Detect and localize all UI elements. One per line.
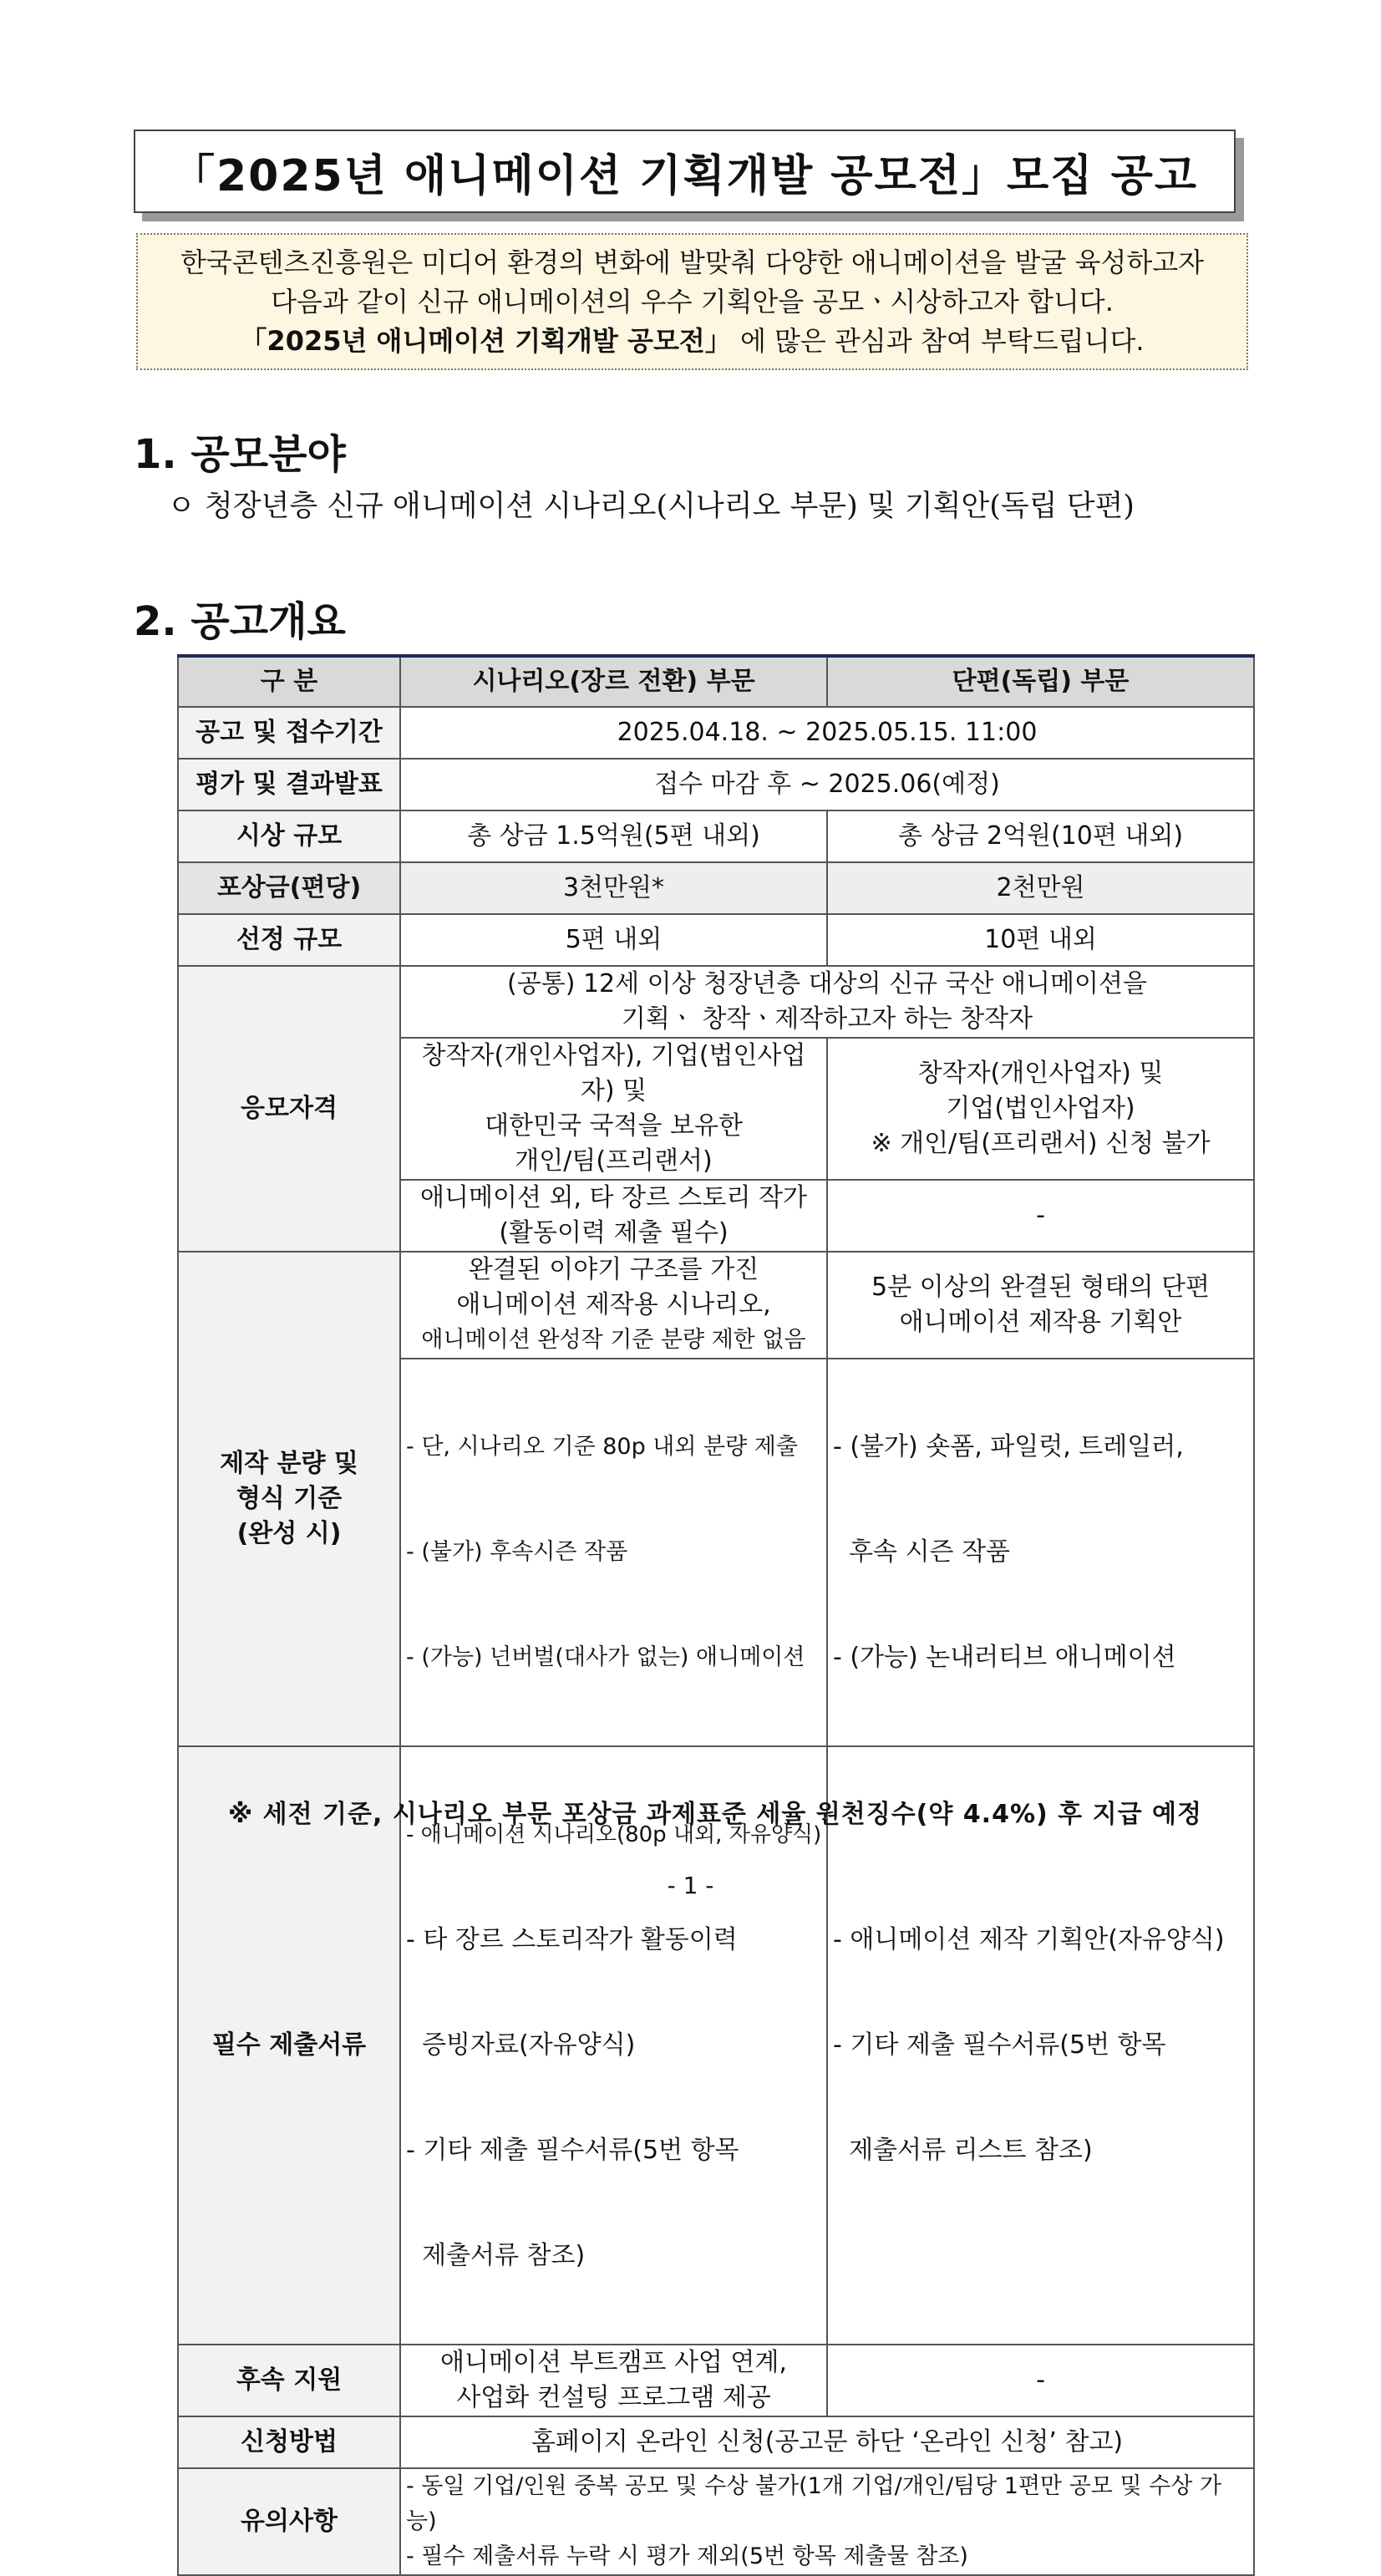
eligibility-scenario-line-3: 개인/팀(프리랜서) xyxy=(515,1146,713,1176)
format-short-rules xyxy=(827,1359,1254,1746)
period-value: 2025.04.18. ~ 2025.05.15. 11:00 xyxy=(400,707,1254,759)
prize-scale-short: 총 상금 2억원(10편 내외) xyxy=(827,810,1254,862)
docs-short-line-3: 제출서류 리스트 참조) xyxy=(833,2136,1093,2165)
table-row xyxy=(178,1746,1254,2345)
table-row xyxy=(178,707,1254,759)
intro-box xyxy=(136,233,1248,370)
docs-scenario-line-3: 증빙자료(자유양식) xyxy=(406,2030,636,2060)
support-scenario xyxy=(400,2345,827,2416)
overview-table xyxy=(177,654,1255,2576)
evaluation-value: 접수 마감 후 ~ 2025.06(예정) xyxy=(400,759,1254,810)
format-short-rule-3: - (가능) 논내러티브 애니메이션 xyxy=(833,1643,1176,1672)
eligibility-short-2: - xyxy=(827,1180,1254,1252)
format-scenario-rules xyxy=(400,1359,827,1746)
eligibility-common xyxy=(400,966,1254,1038)
table-row xyxy=(178,862,1254,914)
eligibility-scenario-line-2: 대한민국 국적을 보유한 xyxy=(485,1111,743,1141)
support-scenario-line-1: 애니메이션 부트캠프 사업 연계, xyxy=(440,2348,787,2377)
format-short-rule-2: 후속 시즌 작품 xyxy=(833,1537,1011,1567)
format-label-line-1: 제작 분량 및 xyxy=(220,1449,358,1478)
selection-scenario: 5편 내외 xyxy=(400,914,827,966)
format-scenario-rule-3: - (가능) 넌버벌(대사가 없는) 애니메이션 xyxy=(406,1644,805,1670)
docs-scenario-line-5: 제출서류 참조) xyxy=(406,2241,586,2270)
row-label-format xyxy=(178,1252,400,1746)
table-row xyxy=(178,966,1254,1038)
eligibility-common-line-1: (공통) 12세 이상 청장년층 대상의 신규 국산 애니메이션을 xyxy=(507,969,1147,998)
docs-scenario-line-1: - 애니메이션 시나리오(80p 내외, 자유양식) xyxy=(406,1822,822,1847)
format-short-line-2: 애니메이션 제작용 기획안 xyxy=(899,1308,1182,1337)
selection-short: 10편 내외 xyxy=(827,914,1254,966)
section-2-heading: 2. 공고개요 xyxy=(134,598,346,645)
tax-footnote: ※ 세전 기준, 시나리오 부문 포상금 과제표준 세율 원천징수(약 4.4%) 후 지급 예정 xyxy=(228,1800,1202,1829)
table-row xyxy=(178,759,1254,810)
format-scenario-rule-1: - 단, 시나리오 기준 80p 내외 분량 제출 xyxy=(406,1434,798,1460)
row-label-apply: 신청방법 xyxy=(178,2416,400,2468)
format-label-line-2: 형식 기준 xyxy=(236,1484,343,1513)
row-label-selection: 선정 규모 xyxy=(178,914,400,966)
header-scenario: 시나리오(장르 전환) 부문 xyxy=(400,656,827,707)
intro-line-2: 다음과 같이 신규 애니메이션의 우수 기획안을 공모ㆍ시상하고자 합니다. xyxy=(271,285,1114,318)
eligibility-scenario-2-line-1: 애니메이션 외, 타 장르 스토리 작가 xyxy=(420,1183,807,1212)
eligibility-short xyxy=(827,1038,1254,1180)
caution-line-2: - 필수 제출서류 누락 시 평가 제외(5번 항목 제출물 참조) xyxy=(406,2543,968,2569)
row-label-docs: 필수 제출서류 xyxy=(178,1746,400,2345)
format-short-line-1: 5분 이상의 완결된 형태의 단편 xyxy=(871,1273,1210,1302)
format-short xyxy=(827,1252,1254,1359)
support-scenario-line-2: 사업화 컨설팅 프로그램 제공 xyxy=(456,2383,771,2412)
docs-short-line-1: - 애니메이션 제작 기획안(자유양식) xyxy=(833,1925,1225,1954)
eligibility-common-line-2: 기획ㆍ 창작ㆍ제작하고자 하는 창작자 xyxy=(621,1004,1033,1034)
row-label-support: 후속 지원 xyxy=(178,2345,400,2416)
intro-line-3-rest: 에 많은 관심과 참여 부탁드립니다. xyxy=(731,324,1145,357)
docs-scenario-line-2: - 타 장르 스토리작가 활동이력 xyxy=(406,1925,738,1954)
table-row xyxy=(178,2468,1254,2575)
eligibility-short-line-3: ※ 개인/팀(프리랜서) 신청 불가 xyxy=(871,1129,1211,1158)
table-header-row xyxy=(178,656,1254,707)
docs-scenario-line-4: - 기타 제출 필수서류(5번 항목 xyxy=(406,2136,739,2165)
format-short-rule-1: - (불가) 숏폼, 파일럿, 트레일러, xyxy=(833,1432,1184,1461)
table-row xyxy=(178,1252,1254,1359)
intro-line-3 xyxy=(240,322,1144,361)
row-label-caution: 유의사항 xyxy=(178,2468,400,2575)
table-row xyxy=(178,810,1254,862)
page-number: - 1 - xyxy=(667,1872,714,1899)
prize-each-short: 2천만원 xyxy=(827,862,1254,914)
eligibility-short-line-1: 창작자(개인사업자) 및 xyxy=(917,1059,1164,1088)
eligibility-scenario xyxy=(400,1038,827,1180)
eligibility-scenario-2 xyxy=(400,1180,827,1252)
format-scenario xyxy=(400,1252,827,1359)
table-row xyxy=(178,2345,1254,2416)
intro-line-1: 한국콘텐츠진흥원은 미디어 환경의 변화에 발맞춰 다양한 애니메이션을 발굴 육성하고자 xyxy=(180,246,1205,278)
eligibility-short-line-2: 기업(법인사업자) xyxy=(946,1094,1135,1123)
docs-short-line-2: - 기타 제출 필수서류(5번 항목 xyxy=(833,2030,1166,2060)
table-row xyxy=(178,2416,1254,2468)
table-row xyxy=(178,914,1254,966)
page-title: 「2025년 애니메이션 기획개발 공모전」모집 공고 xyxy=(134,130,1236,213)
section-1-heading: 1. 공모분야 xyxy=(134,431,346,478)
row-label-period: 공고 및 접수기간 xyxy=(178,707,400,759)
format-scenario-line-3: 애니메이션 완성작 기준 분량 제한 없음 xyxy=(421,1327,806,1353)
eligibility-scenario-line-1: 창작자(개인사업자), 기업(법인사업자) 및 xyxy=(421,1041,806,1105)
intro-contest-name: 「2025년 애니메이션 기획개발 공모전」 xyxy=(240,324,732,357)
docs-scenario xyxy=(400,1746,827,2345)
header-category: 구 분 xyxy=(178,656,400,707)
section-1-bullet: ㅇ 청장년층 신규 애니메이션 시나리오(시나리오 부문) 및 기획안(독립 단편) xyxy=(167,490,1135,523)
row-label-prize-each: 포상금(편당) xyxy=(178,862,400,914)
caution-value xyxy=(400,2468,1254,2575)
support-short: - xyxy=(827,2345,1254,2416)
row-label-prize-scale: 시상 규모 xyxy=(178,810,400,862)
format-label-line-3: (완성 시) xyxy=(236,1519,342,1548)
apply-value: 홈페이지 온라인 신청(공고문 하단 ‘온라인 신청’ 참고) xyxy=(400,2416,1254,2468)
docs-short xyxy=(827,1746,1254,2345)
prize-scale-scenario: 총 상금 1.5억원(5편 내외) xyxy=(400,810,827,862)
format-scenario-line-2: 애니메이션 제작용 시나리오, xyxy=(456,1290,771,1319)
format-scenario-line-1: 완결된 이야기 구조를 가진 xyxy=(468,1255,759,1284)
header-short: 단편(독립) 부문 xyxy=(827,656,1254,707)
row-label-evaluation: 평가 및 결과발표 xyxy=(178,759,400,810)
row-label-eligibility: 응모자격 xyxy=(178,966,400,1252)
eligibility-scenario-2-line-2: (활동이력 제출 필수) xyxy=(499,1218,729,1247)
format-scenario-rule-2: - (불가) 후속시즌 작품 xyxy=(406,1539,628,1565)
prize-each-scenario: 3천만원* xyxy=(400,862,827,914)
caution-line-1: - 동일 기업/인원 중복 공모 및 수상 불가(1개 기업/개인/팀당 1편만 공모 및 수상 가능) xyxy=(406,2473,1221,2534)
